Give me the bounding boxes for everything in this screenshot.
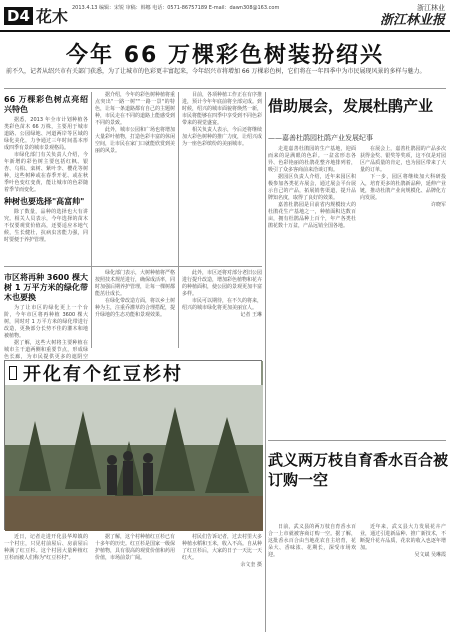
paragraph: 据悉，2013 年全市计划种植各类彩色苗木 66 万株，主要用于城市道路、公园绿地、河道两岸等区域的绿化美化，力争通过三年时间基本形成四季有景的城市景观格局。 <box>4 117 88 151</box>
story-column-2 <box>360 146 446 436</box>
feature-photo <box>5 361 263 531</box>
photo-story-column-1 <box>4 534 88 636</box>
paragraph: 下一步，园区将继续加大科研投入，培育更多的杜鹃新品种，延伸产业链，推动杜鹃产业向规模化、品牌化方向发展。 <box>360 174 446 201</box>
divider <box>4 88 446 89</box>
paragraph: 目前，各项种植工作正在有序推进，预计今年年底前将全部完成。到时候，绍兴的城市面貌将焕然一新，市民将能够在四季中享受到不同色彩带来的视觉盛宴。 <box>182 92 263 126</box>
paragraph: 据介绍，今年的彩色树种植将重点突出"一路一树""一路一景"的特色，让每一条道路都有自己的主题树种，市民走在不同的道路上能感受到不同的景致。 <box>95 92 176 126</box>
paragraph: 据了解，这个村种植红豆杉已有十多年的历史。红豆杉是国家一级保护植物，具有很高的观赏价值和药用价值，市场前景广阔。 <box>95 534 176 561</box>
paragraph: 除了数量，品种的选择也大有讲究。相关人员表示，今年选择的苗木不仅要观赏价值高，还要适应本地气候，生长健壮，抗病虫害能力强，同时要便于养护管理。 <box>4 209 88 243</box>
photo-feature <box>4 360 262 530</box>
story-headline: 借助展会，发展杜鹃产业 <box>268 97 434 115</box>
page-headline: 今年 66 万棵彩色树装扮绍兴 <box>66 43 384 68</box>
photo-story-column-3 <box>182 534 262 636</box>
article-column-lower-2 <box>95 270 175 350</box>
paragraph: 近日，记者走进开化县华埠镇的一个村庄，只见村前屋后、房前屋后种满了红豆杉。这个村因大量种植红豆杉而被人们称为"红豆杉村"。 <box>4 534 88 561</box>
photo-caption-bar <box>5 361 261 385</box>
story-column-2 <box>360 524 446 636</box>
divider <box>4 266 262 267</box>
column-rule <box>91 92 92 348</box>
page-code: D4 <box>4 7 33 25</box>
paper-name: 浙江林业报 <box>379 13 445 28</box>
byline: 余文奎 摄 <box>240 562 262 568</box>
section-heading: 种树也要选择"高富帅" <box>4 197 85 206</box>
paragraph: 近年来，武义县大力发展花卉产业，通过引进新品种、推广新技术，不断提升花卉品质，花农的收入也逐年增加。 <box>360 524 446 551</box>
paragraph: 市绿化部门有关负责人介绍，今年新增的彩色树主要包括红枫、银杏、乌桕、栾树、紫叶李、樱花等树种，这些树种或在春季开花、或在秋季叶色变红变黄，能让城市的色彩随着季节而变化。 <box>4 152 88 193</box>
story-column-1 <box>268 146 356 436</box>
article-column-lower-3 <box>182 270 262 350</box>
story-subheadline: ——嘉善杜鹃园杜鹃产业发展纪事 <box>268 134 373 142</box>
paragraph: 相关负责人表示，今后还将继续加大彩色树种的推广力度，让绍兴成为一座色彩缤纷的美丽城市。 <box>182 127 263 147</box>
section-name: 花木 <box>35 7 68 26</box>
photo-story-column-2 <box>95 534 175 636</box>
paragraph: 为了让市区的绿化更上一个台阶，今年市区将再种植 3600 棵大树，同时对 1 万平方米的绿化带进行改造，更换部分长势不佳的灌木和地被植物。 <box>4 305 88 339</box>
paragraph: 在绿化带改造方面，将以乡土树种为主，注重乔灌草的合理搭配，提升绿地的生态功能和景观效果。 <box>95 298 176 318</box>
paragraph: 市民可以期待，在不久的将来，绍兴的城市绿化将更加美丽宜人。 <box>182 298 263 311</box>
photo-headline: 开化有个红豆杉村 <box>23 364 183 385</box>
section-heading: 66 万棵彩色树点亮绍兴特色 <box>4 95 88 114</box>
paragraph: 在展会上，嘉善杜鹃园的产品多次获得金奖、银奖等奖项，这不仅是对园区产品质量的肯定，也为园区带来了大量的订单。 <box>360 146 446 173</box>
byline: 许晓军 <box>430 202 446 208</box>
paragraph: 此外，城市公园和广场也将增加大量彩叶植物，打造色彩丰富的休闲空间，让市民在家门口就能欣赏到美丽的风景。 <box>95 127 176 154</box>
story-headline: 武义两万枝自育香水百合被订购一空 <box>268 451 449 489</box>
masthead-meta: 2013.4.13 编辑：宋锐 审稿：韩娜 电话：0571-86757189 E-mail：dawn308@163.com <box>72 5 280 11</box>
byline: 吴文斌 吴琳霞 <box>414 552 446 558</box>
paragraph: 绿化部门表示，大树种植将严格按照技术规范进行，确保成活率，同时加强后期养护管理，让每一棵树都能茁壮成长。 <box>95 270 176 297</box>
page-section <box>4 4 68 27</box>
paragraph: 此外，市区还将对部分老旧公园进行提升改造，增加彩色植物和花卉的种植面积，使公园的景观更加丰富多样。 <box>182 270 263 297</box>
column-rule <box>265 92 266 632</box>
paragraph: 据园区负责人介绍，近年来园区积极参加各类花卉展会，通过展会平台展示自己的产品，拓展销售渠道，提升品牌知名度，取得了良好的效果。 <box>268 174 356 201</box>
section-heading: 市区将再种 3600 棵大树 1 万平方米的绿化带木也要换 <box>4 273 88 302</box>
paragraph: 日前，武义县的两万枝自育香水百合一上市就被客商订购一空。据了解，这批香水百合由当地花农自主培育，花朵大、香味浓、花期长，深受市场欢迎。 <box>268 524 356 558</box>
paragraph: 走进嘉善杜鹃园的生产基地，迎面而来的是满眼的色彩。一盆盆形态各异、色彩艳丽的杜鹃花整齐地排列着，吸引了众多客商前来洽谈订购。 <box>268 146 356 173</box>
article-column-1 <box>4 92 88 262</box>
article-column-3 <box>182 92 262 262</box>
paragraph: 据了解，这些大树将主要种植在城市主干道两侧和重要节点，形成绿色长廊，为市民提供更多的遮阴空 <box>4 340 88 360</box>
page-subhead: 前不久，记者从绍兴市有关部门获悉，为了让城市的色彩更丰富起来，今年绍兴市将增加 66 万棵彩色树，它们将在一年四季中为市民展现风景的多样与魅力。 <box>6 68 426 75</box>
divider <box>268 440 446 441</box>
article-column-2 <box>95 92 175 262</box>
region-label: 浙江林业 <box>417 4 445 12</box>
byline: 记者 王琳 <box>240 312 262 318</box>
masthead-brand <box>380 3 445 28</box>
paragraph: 村民们告诉记者，过去村里大多种植水稻和玉米，收入不高。自从种了红豆杉后，大家的日子一天比一天红火。 <box>182 534 263 561</box>
paragraph: 嘉善杜鹃园是目前省内规模较大的杜鹃花生产基地之一，种植面积达数百亩，拥有杜鹃品种上百个，年产各类杜鹃花数十万盆，产品远销全国各地。 <box>268 202 356 229</box>
bracket-icon <box>9 366 17 380</box>
article-column-lower-1 <box>4 270 88 360</box>
column-rule <box>178 92 179 348</box>
story-column-1 <box>268 524 356 636</box>
masthead <box>0 0 450 32</box>
